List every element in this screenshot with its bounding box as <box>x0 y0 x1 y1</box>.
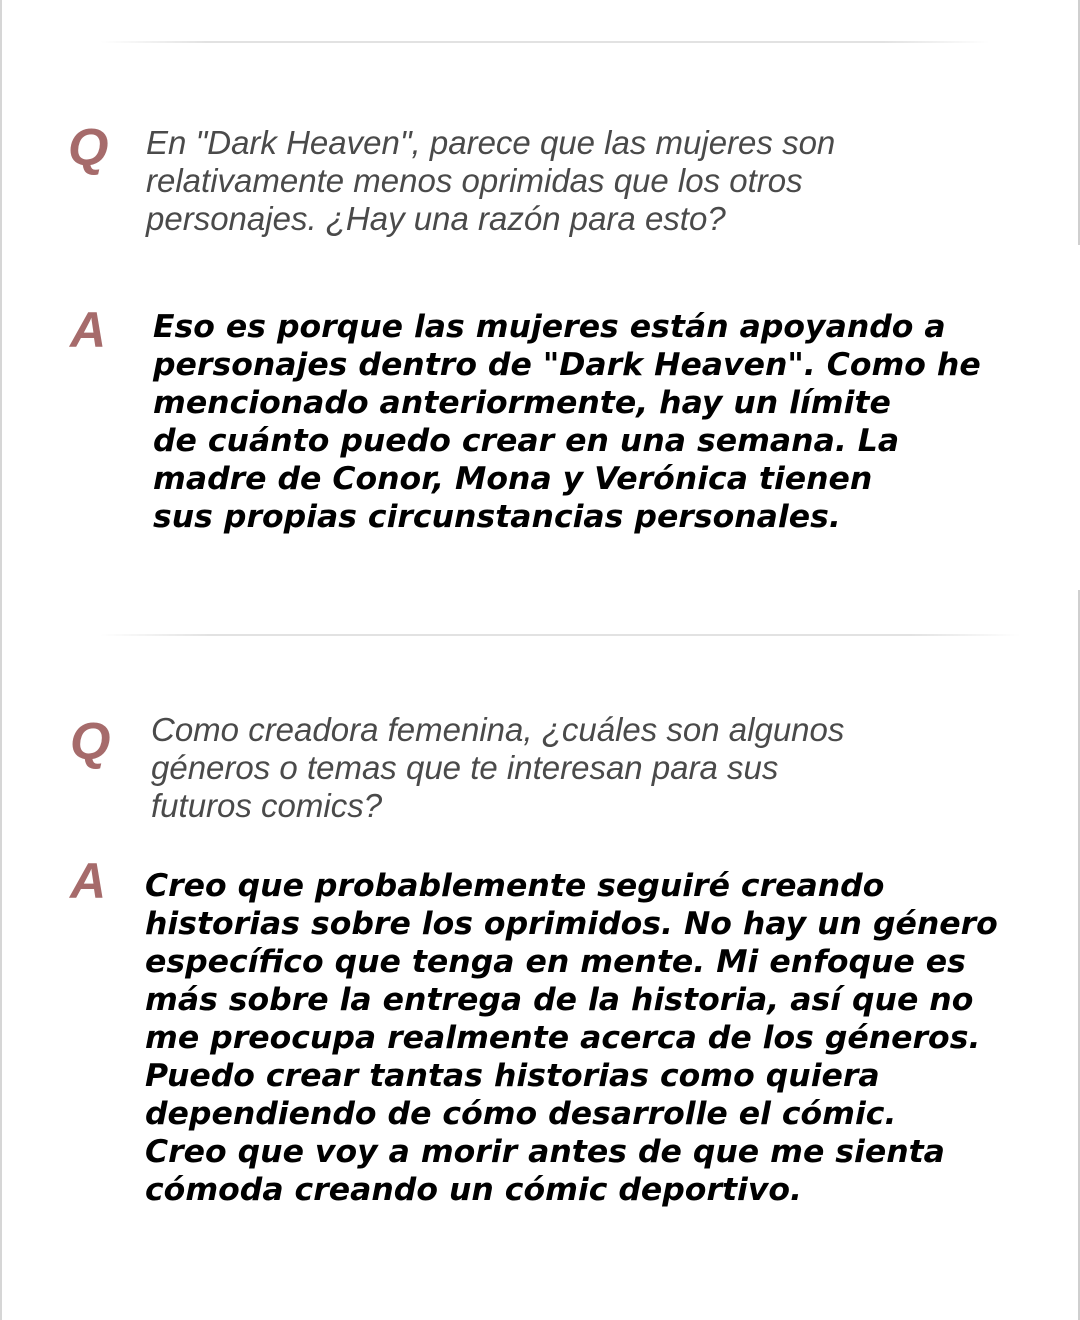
top-divider <box>100 41 990 43</box>
answer-line: Creo que voy a morir antes de que me sienta <box>145 1134 945 1170</box>
answer-line: cómoda creando un cómic deportivo. <box>145 1172 802 1208</box>
answer-line: de cuánto puedo crear en una semana. La <box>153 423 900 459</box>
answer-line: Eso es porque las mujeres están apoyando a <box>153 309 946 345</box>
question-line: géneros o temas que te interesan para sus <box>151 749 779 786</box>
answer-text <box>153 308 981 536</box>
answer-line: mencionado anteriormente, hay un límite <box>153 385 891 421</box>
answer-line: Creo que probablemente seguiré creando <box>145 868 885 904</box>
question-line: Como creadora femenina, ¿cuáles son algunos <box>151 711 845 748</box>
answer-text <box>145 867 998 1209</box>
question-marker: Q <box>70 713 111 771</box>
answer-marker: A <box>70 853 107 909</box>
answer-line: me preocupa realmente acerca de los géneros. <box>145 1020 981 1056</box>
question-line: personajes. ¿Hay una razón para esto? <box>146 200 726 237</box>
answer-line: sus propias circunstancias personales. <box>153 499 841 535</box>
answer-line: personajes dentro de "Dark Heaven". Como he <box>153 347 981 383</box>
question-text <box>151 711 844 825</box>
answer-line: historias sobre los oprimidos. No hay un género <box>145 906 998 942</box>
question-line: En "Dark Heaven", parece que las mujeres son <box>146 124 836 161</box>
answer-line: dependiendo de cómo desarrolle el cómic. <box>145 1096 897 1132</box>
answer-line: Puedo crear tantas historias como quiera <box>145 1058 880 1094</box>
question-marker: Q <box>68 119 109 177</box>
section-divider <box>100 634 1020 636</box>
answer-line: más sobre la entrega de la historia, así que no <box>145 982 974 1018</box>
question-text <box>146 124 835 238</box>
question-line: relativamente menos oprimidas que los otros <box>146 162 803 199</box>
answer-marker: A <box>70 302 107 358</box>
answer-line: específico que tenga en mente. Mi enfoque es <box>145 944 966 980</box>
page-left-border <box>0 0 2 1320</box>
question-line: futuros comics? <box>151 787 383 824</box>
answer-line: madre de Conor, Mona y Verónica tienen <box>153 461 873 497</box>
